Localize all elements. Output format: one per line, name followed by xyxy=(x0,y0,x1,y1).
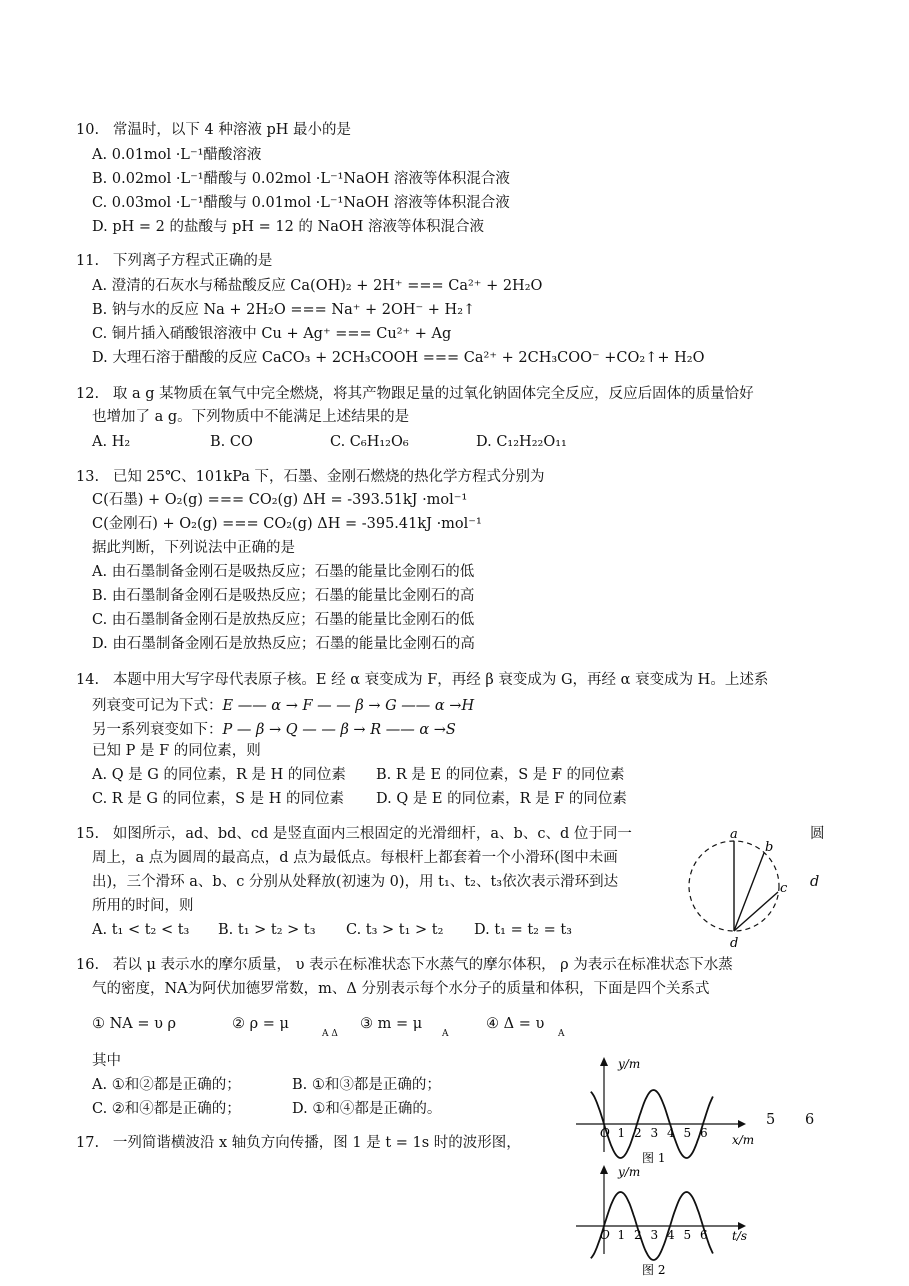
q16-formula-2-sub: A Δ xyxy=(322,1029,338,1039)
fig2-tick-label: 2 xyxy=(634,1228,642,1242)
q11-option-c: C. 铜片插入硝酸银溶液中 Cu + Ag⁺ === Cu²⁺ + Ag xyxy=(92,326,452,342)
fig2-y-arrow xyxy=(600,1165,608,1174)
q15-stem-line2: 周上，a 点为圆周的最高点，d 点为最低点。每根杆上都套着一个小滑环(图中未画 xyxy=(92,850,618,866)
q12-stem-cont: 也增加了 a g。下列物质中不能满足上述结果的是 xyxy=(92,409,410,425)
fig2-y-label: y/m xyxy=(618,1165,641,1179)
q10-stem: 10. 常温时，以下 4 种溶液 pH 最小的是 xyxy=(76,122,351,138)
fig1-tick-label: 4 xyxy=(667,1126,675,1140)
q10-option-b: B. 0.02mol ·L⁻¹醋酸与 0.02mol ·L⁻¹NaOH 溶液等体积混合液 xyxy=(92,171,510,187)
fig1-tick-label: 5 xyxy=(683,1126,692,1140)
fig2-x-label: t/s xyxy=(732,1229,748,1243)
q16-formula-4-sub: A xyxy=(558,1029,565,1039)
q10-option-d: D. pH = 2 的盐酸与 pH = 12 的 NaOH 溶液等体积混合液 xyxy=(92,219,485,235)
fig2-origin: O xyxy=(600,1228,610,1242)
q16-formula-2: ② ρ = μ xyxy=(232,1016,289,1032)
fig1-tick-label: 2 xyxy=(634,1126,642,1140)
fig1-x-arrow xyxy=(738,1120,746,1128)
q11-option-a: A. 澄清的石灰水与稀盐酸反应 Ca(OH)₂ + 2H⁺ === Ca²⁺ + 2H₂O xyxy=(92,278,543,294)
q15-option-c: C. t₃ > t₁ > t₂ xyxy=(346,922,444,938)
point-d-label: d xyxy=(730,936,739,951)
point-c-label: c xyxy=(780,881,788,896)
point-a-label: a xyxy=(730,827,738,842)
q14-stem: 14. 本题中用大写字母代表原子核。E 经 α 衰变成为 F，再经 β 衰变成为 G，再经 α 衰变成为 H。上述系 xyxy=(76,672,769,688)
wave-figure-1 xyxy=(572,1052,762,1166)
q15-stem: 15. 如图所示，ad、bd、cd 是竖直面内三根固定的光滑细杆，a、b、c、d 位于同一 xyxy=(76,826,632,842)
q14-chain-2: 另一系列衰变如下：P — β → Q — — β → R —— α →S xyxy=(92,722,456,738)
fig1-x-label: x/m xyxy=(732,1133,755,1147)
q16-stem: 16. 若以 μ 表示水的摩尔质量， υ 表示在标准状态下水蒸气的摩尔体积， ρ 为表示在标准状态下水蒸 xyxy=(76,957,733,973)
q13-equation-2: C(金刚石) + O₂(g) === CO₂(g) ΔH = -395.41kJ ·mol⁻¹ xyxy=(92,516,482,532)
q15-option-a: A. t₁ < t₂ < t₃ xyxy=(92,922,190,938)
q13-option-b: B. 由石墨制备金刚石是吸热反应；石墨的能量比金刚石的高 xyxy=(92,588,475,604)
q16-formula-3-sub: A xyxy=(442,1029,449,1039)
q15-option-d: D. t₁ = t₂ = t₃ xyxy=(474,922,572,938)
q13-option-d: D. 由石墨制备金刚石是放热反应；石墨的能量比金刚石的高 xyxy=(92,636,475,652)
q16-option-a: A. ①和②都是正确的； xyxy=(92,1077,241,1093)
q11-option-b: B. 钠与水的反应 Na + 2H₂O === Na⁺ + 2OH⁻ + H₂↑ xyxy=(92,302,476,318)
fig2-tick-label: 1 xyxy=(617,1228,626,1242)
q14-option-d: D. Q 是 E 的同位素，R 是 F 的同位素 xyxy=(376,791,627,807)
q16-stem-line3: 其中 xyxy=(92,1053,121,1069)
q16-option-b: B. ①和③都是正确的； xyxy=(292,1077,441,1093)
point-b-label: b xyxy=(765,840,774,855)
q17-stem: 17. 一列简谐横波沿 x 轴负方向传播，图 1 是 t = 1s 时的波形图， xyxy=(76,1135,521,1151)
q15-option-b: B. t₁ > t₂ > t₃ xyxy=(218,922,316,938)
wave-figure-2 xyxy=(572,1160,762,1280)
q17-stray-5: 5 xyxy=(766,1112,776,1128)
rod-bd xyxy=(734,853,764,931)
fig1-y-arrow xyxy=(600,1057,608,1066)
fig1-y-label: y/m xyxy=(618,1057,641,1071)
q13-equation-1: C(石墨) + O₂(g) === CO₂(g) ΔH = -393.51kJ ·mol⁻¹ xyxy=(92,492,468,508)
q14-chain-1: 列衰变可记为下式：E —— α → F — — β → G —— α →H xyxy=(92,698,475,714)
q14-option-c: C. R 是 G 的同位素，S 是 H 的同位素 xyxy=(92,791,345,807)
q14-option-b: B. R 是 E 的同位素，S 是 F 的同位素 xyxy=(376,767,625,783)
fig2-caption: 图 2 xyxy=(642,1263,666,1277)
fig2-tick-label: 4 xyxy=(667,1228,675,1242)
q11-option-d: D. 大理石溶于醋酸的反应 CaCO₃ + 2CH₃COOH === Ca²⁺ + 2CH₃COO⁻ +CO₂↑+ H₂O xyxy=(92,350,705,366)
q13-stem: 13. 已知 25℃、101kPa 下，石墨、金刚石燃烧的热化学方程式分别为 xyxy=(76,469,545,485)
q16-option-c: C. ②和④都是正确的； xyxy=(92,1101,241,1117)
q13-option-c: C. 由石墨制备金刚石是放热反应；石墨的能量比金刚石的低 xyxy=(92,612,475,628)
q12-option-c: C. C₆H₁₂O₆ xyxy=(330,434,409,450)
fig1-tick-label: 1 xyxy=(617,1126,626,1140)
q13-option-a: A. 由石墨制备金刚石是吸热反应；石墨的能量比金刚石的低 xyxy=(92,564,475,580)
q12-option-a: A. H₂ xyxy=(92,434,131,450)
q12-option-d: D. C₁₂H₂₂O₁₁ xyxy=(476,434,567,450)
fig1-tick-label: 3 xyxy=(650,1126,659,1140)
q16-formula-4: ④ Δ = υ xyxy=(486,1016,545,1032)
q16-formula-3: ③ m = μ xyxy=(360,1016,423,1032)
q16-stem-line2: 气的密度，NA为阿伏加德罗常数，m、Δ 分别表示每个水分子的质量和体积，下面是四个关系式 xyxy=(92,981,710,997)
fig1-origin: O xyxy=(600,1126,610,1140)
q16-formula-1: ① NA = υ ρ xyxy=(92,1016,177,1032)
q14-stem-cont: 已知 P 是 F 的同位素，则 xyxy=(92,743,261,759)
q15-stem-line4: 所用的时间，则 xyxy=(92,898,194,914)
q13-stem-cont: 据此判断，下列说法中正确的是 xyxy=(92,540,295,556)
fig1-caption: 图 1 xyxy=(642,1151,666,1165)
fig2-tick-label: 3 xyxy=(650,1228,659,1242)
q12-option-b: B. CO xyxy=(210,434,253,450)
q17-stray-6: 6 xyxy=(805,1112,815,1128)
q16-option-d: D. ①和④都是正确的。 xyxy=(292,1101,442,1117)
q15-stem-tail: 圆 xyxy=(810,826,825,842)
fig2-tick-label: 6 xyxy=(700,1228,708,1242)
q14-option-a: A. Q 是 G 的同位素，R 是 H 的同位素 xyxy=(92,767,346,783)
q12-stem: 12. 取 a g 某物质在氧气中完全燃烧，将其产物跟足量的过氧化钠固体完全反应，反应后固体的质量恰好 xyxy=(76,386,754,402)
circle-rods-diagram xyxy=(686,826,786,950)
fig2-tick-label: 5 xyxy=(683,1228,692,1242)
q15-stem-line3-tail: d xyxy=(810,874,820,890)
q11-stem: 11. 下列离子方程式正确的是 xyxy=(76,253,273,269)
q10-option-c: C. 0.03mol ·L⁻¹醋酸与 0.01mol ·L⁻¹NaOH 溶液等体积混合液 xyxy=(92,195,510,211)
fig1-tick-label: 6 xyxy=(700,1126,708,1140)
q10-option-a: A. 0.01mol ·L⁻¹醋酸溶液 xyxy=(92,147,262,163)
q15-stem-line3: 出)，三个滑环 a、b、c 分别从处释放(初速为 0)，用 t₁、t₂、t₃依次表示滑环到达 xyxy=(92,874,619,890)
